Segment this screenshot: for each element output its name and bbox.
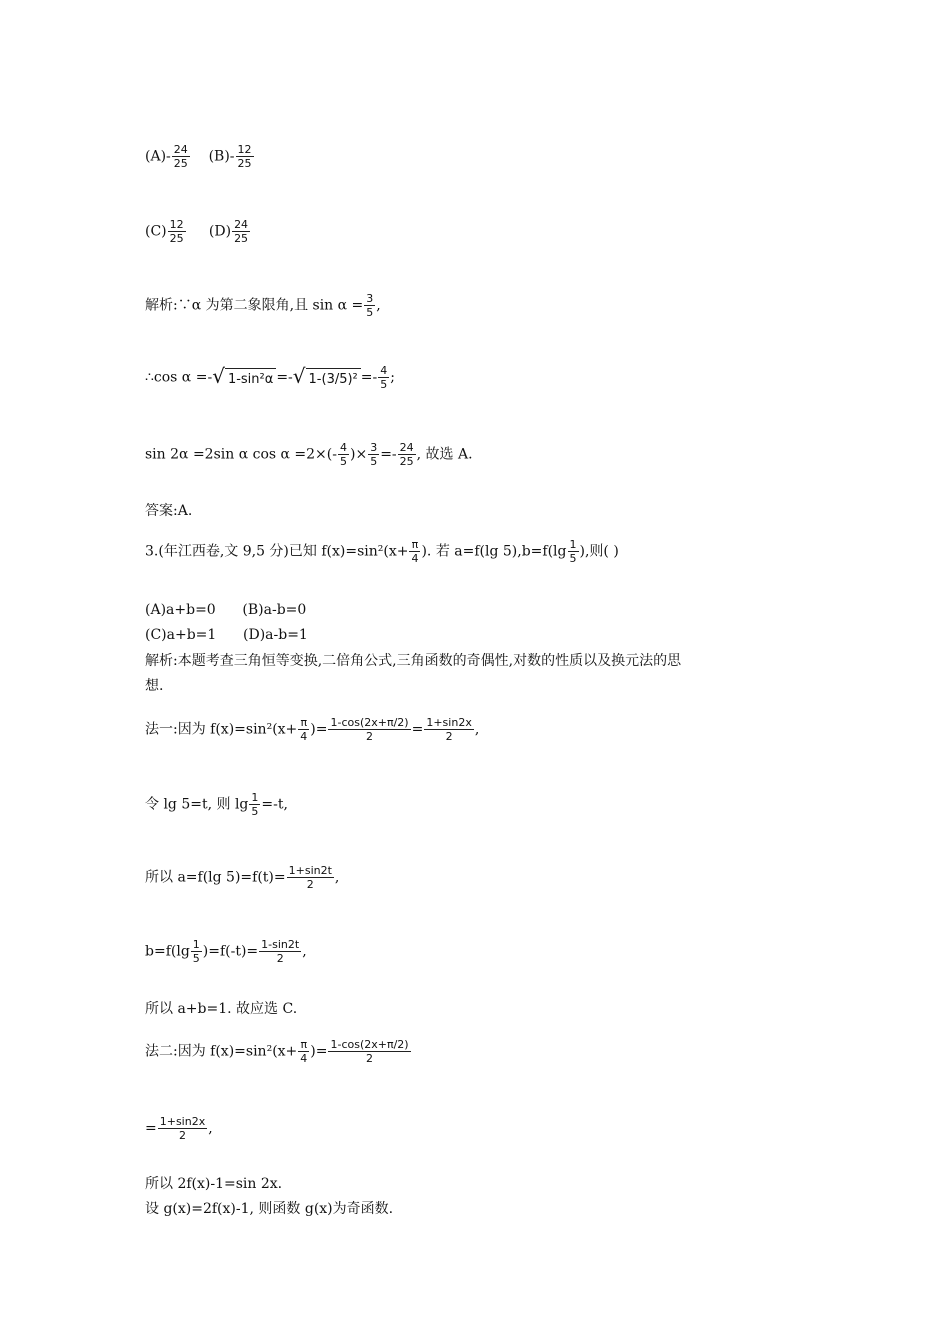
method1-line1: 法一:因为 f(x)=sin²(x+ $\frac{\pi}{4}$ )= $\frac{1-\cos(2x+\pi/2)}{2}$ = $\frac{1+\sin 2x}{2}$ ,	[145, 716, 480, 743]
sin-alpha-fraction: $\frac{3}{5}$	[366, 292, 374, 319]
method2-line4: 设 g(x)=2f(x)-1, 则函数 g(x)为奇函数.	[145, 1201, 394, 1217]
choice-b-label: (B)-	[208, 148, 235, 165]
method1-line3: 所以 a=f(lg 5)=f(t)= $\frac{1+\sin 2t}{2}$ ,	[145, 864, 340, 891]
sqrt-expression-1: √ 1-sin²α	[212, 367, 276, 389]
choice-a-fraction: $\frac{24}{25}$	[173, 143, 188, 170]
question3-analysis-line2: 想.	[145, 678, 164, 694]
method2-line3: 所以 2f(x)-1=sin 2x.	[145, 1176, 283, 1192]
answer-line: 答案:A.	[145, 503, 193, 519]
method1-line2: 令 lg 5=t, 则 lg $\frac{1}{5}$ =-t,	[145, 791, 288, 818]
method2-line1: 法二:因为 f(x)=sin²(x+ $\frac{\pi}{4}$ )= $\frac{1-\cos(2x+\pi/2)}{2}$	[145, 1038, 409, 1065]
choice-c-fraction: $\frac{12}{25}$	[169, 218, 184, 245]
question3-options-cd: (C)a+b=1 (D)a-b=1	[145, 627, 308, 643]
choice-c-label: (C)	[145, 223, 167, 240]
method1-conclusion: 所以 a+b=1. 故应选 C.	[145, 1001, 298, 1017]
question3-stem: 3.(年江西卷,文 9,5 分)已知 f(x)=sin²(x+ $\frac{\pi}{4}$ ). 若 a=f(lg 5),b=f(lg $\frac{1}{5}$ ),则( )	[145, 538, 619, 565]
analysis1-line1: 解析:∵α 为第二象限角,且 sin α = $\frac{3}{5}$ ,	[145, 292, 381, 319]
method2-line2: = $\frac{1+\sin 2x}{2}$ ,	[145, 1115, 213, 1142]
cos-alpha-fraction: $\frac{4}{5}$	[380, 364, 388, 391]
choice-d-fraction: $\frac{24}{25}$	[234, 218, 249, 245]
question3-analysis-line1: 解析:本题考查三角恒等变换,二倍角公式,三角函数的奇偶性,对数的性质以及换元法的思	[145, 653, 682, 669]
question3-options-ab: (A)a+b=0 (B)a-b=0	[145, 602, 307, 618]
choice-row-ab	[145, 143, 255, 170]
choice-b-fraction: $\frac{12}{25}$	[237, 143, 252, 170]
method1-line4: b=f(lg $\frac{1}{5}$ )=f(-t)= $\frac{1-\sin 2t}{2}$ ,	[145, 938, 307, 965]
analysis1-line3: sin 2α =2sin α cos α =2×(- $\frac{4}{5}$ )× $\frac{3}{5}$ =- $\frac{24}{25}$ , 故选 A.	[145, 441, 473, 468]
choice-row-cd	[145, 218, 251, 245]
choice-a-label: (A)-	[145, 148, 171, 165]
sqrt-expression-2: √ 1-(3/5)²	[293, 367, 361, 389]
analysis1-line2: ∴cos α =-√ 1-sin²α =-√ 1-(3/5)² =- $\frac{4}{5}$ ;	[145, 363, 395, 391]
choice-d-label: (D)	[208, 223, 232, 240]
